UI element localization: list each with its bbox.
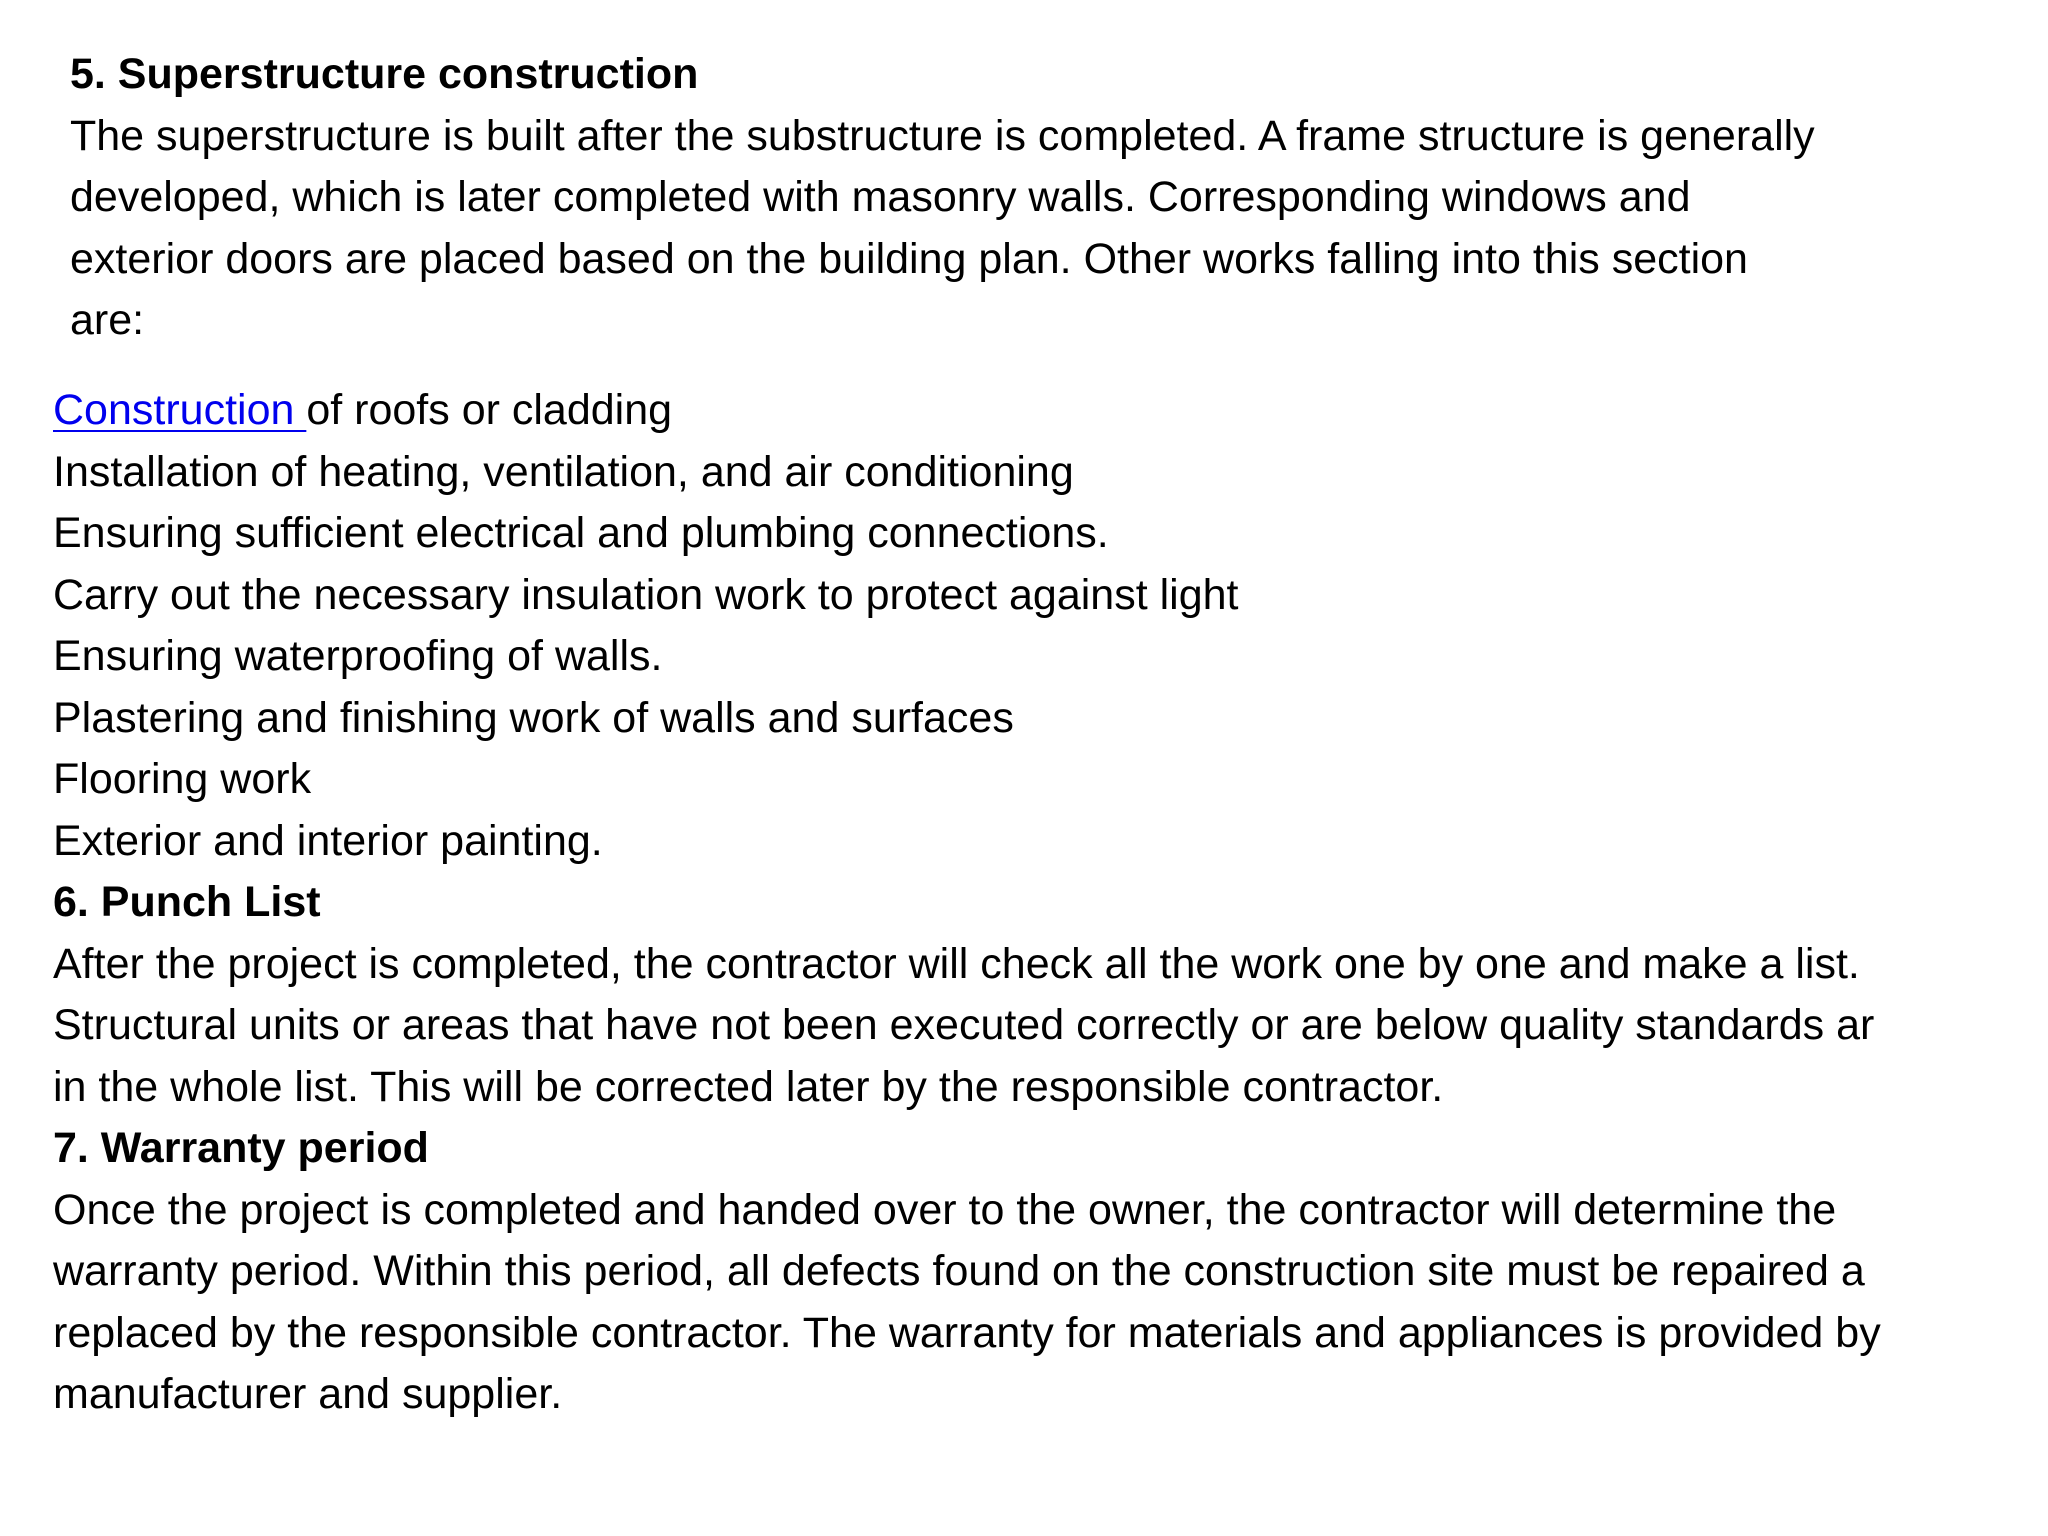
section-heading-warranty: 7. Warranty period (53, 1124, 429, 1172)
paragraph-line: replaced by the responsible contractor. The warranty for materials and appliances is provided by (53, 1308, 1881, 1357)
list-item: Ensuring waterproofing of walls. (53, 632, 663, 680)
list-item: Carry out the necessary insulation work to protect against light (53, 570, 1239, 619)
list-item: Plastering and finishing work of walls and surfaces (53, 693, 1014, 742)
list-item: Installation of heating, ventilation, and air conditioning (53, 447, 1074, 496)
works-list (53, 380, 2048, 872)
paragraph-line: Once the project is completed and handed over to the owner, the contractor will determine the (53, 1185, 1837, 1234)
paragraph-line: warranty period. Within this period, all defects found on the construction site must be repaired a (53, 1247, 1865, 1295)
construction-link[interactable]: Construction (53, 386, 307, 434)
paragraph-line: exterior doors are placed based on the building plan. Other works falling into this section (70, 234, 1748, 283)
list-item (53, 380, 2048, 442)
paragraph-line: developed, which is later completed with masonry walls. Corresponding windows and (70, 173, 1691, 221)
list-item: Flooring work (53, 755, 312, 803)
paragraph-line: are: (70, 296, 145, 344)
paragraph-line: manufacturer and supplier. (53, 1370, 563, 1418)
section-heading-punch-list: 6. Punch List (53, 878, 321, 926)
section-superstructure (70, 44, 2030, 352)
list-item: Ensuring sufficient electrical and plumbing connections. (53, 509, 1109, 557)
list-item-text: of roofs or cladding (306, 386, 673, 434)
paragraph-line: in the whole list. This will be corrected later by the responsible contractor. (53, 1062, 1444, 1111)
paragraph-line: Structural units or areas that have not been executed correctly or are below quality standards ar (53, 1001, 1875, 1049)
paragraph-line: After the project is completed, the contractor will check all the work one by one and make a list. (53, 939, 1860, 988)
paragraph-line: The superstructure is built after the substructure is completed. A frame structure is generally (70, 111, 1815, 160)
list-item: Exterior and interior painting. (53, 816, 603, 865)
section-heading: 5. Superstructure construction (70, 50, 699, 98)
lower-sections (53, 872, 2048, 1426)
